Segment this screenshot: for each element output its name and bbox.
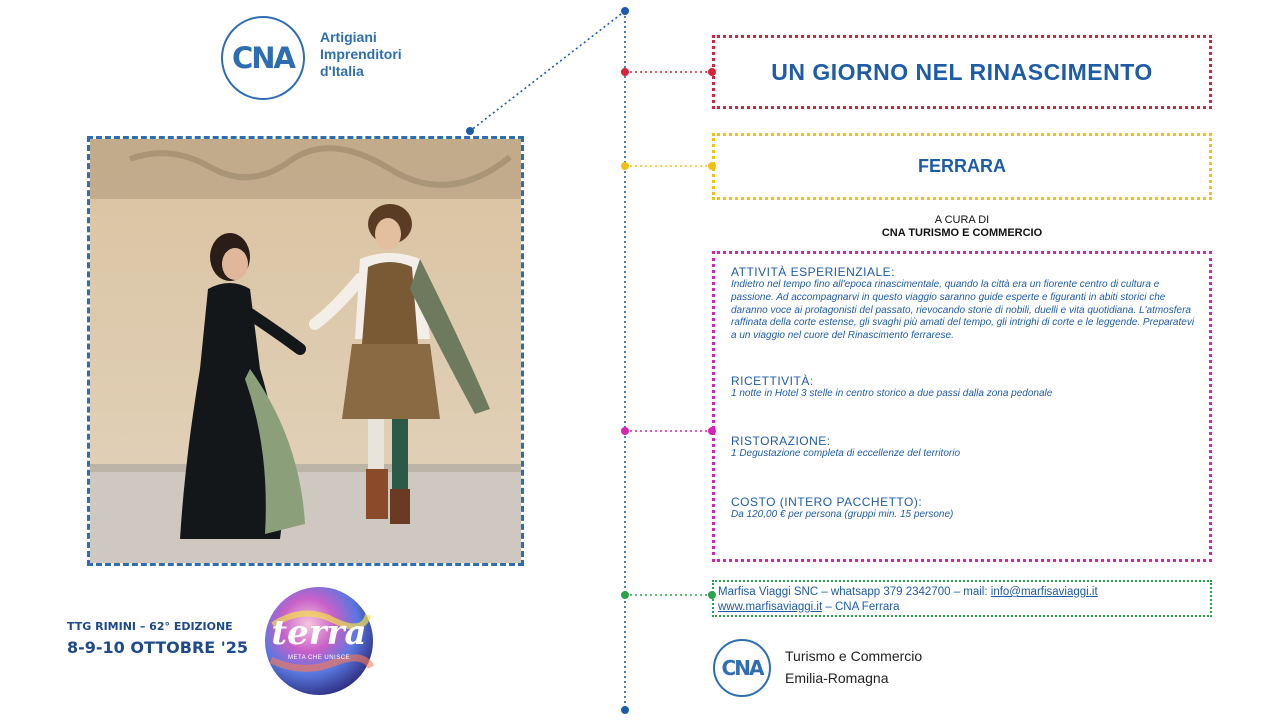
brand-line3: d'Italia [320, 63, 364, 79]
cna-logo [221, 16, 421, 100]
cna-logo-mark-text: CNA [232, 41, 294, 75]
title-box [712, 35, 1212, 109]
contact-prefix: Marfisa Viaggi SNC – whatsapp 379 2342700 – mail: [718, 586, 991, 598]
curated-by-name: CNA TURISMO E COMMERCIO [881, 227, 1043, 239]
section-accommodation [731, 374, 1195, 401]
section-text: 1 notte in Hotel 3 stelle in centro storico a due passi dalla zona pedonale [731, 388, 1053, 399]
section-cost [731, 495, 1195, 522]
cna-turismo-line1: Turismo e Commercio [785, 648, 923, 664]
cna-turismo-mark [713, 639, 771, 697]
contact-info [718, 585, 1208, 615]
terra-word: terra [271, 613, 367, 653]
cna-logo-mark [221, 16, 305, 100]
curated-by [712, 214, 1212, 240]
section-heading: RICETTIVITÀ: [731, 374, 814, 388]
dancers-illustration [90, 139, 524, 566]
curated-by-label: A CURA DI [934, 214, 990, 226]
section-text: Indietro nel tempo fino all'epoca rinascimentale, quando la città era un fiorente centro di cultura e passione. Ad accompagnarvi in questo viaggio saranno guide esperte e figuranti in abiti storici che daranno voce ai protagonisti del passato, rievocando storie di nobili, duelli e vita quotidiana. L'atmosfera raffinata della corte estense, gli svaghi più amati del tempo, gli intrighi di corte e le leggende. Preparatevi a un viaggio nel cuore del Rinascimento ferrarese. [731, 279, 1195, 342]
section-dining [731, 434, 1195, 461]
fair-dates: 8-9-10 OTTOBRE '25 [67, 638, 248, 657]
cna-turismo-line2: Emilia-Romagna [785, 670, 889, 686]
section-heading: ATTIVITÀ ESPERIENZIALE: [731, 265, 895, 279]
terra-tagline: META CHE UNISCE [287, 655, 351, 661]
fair-edition: TTG RIMINI – 62° EDIZIONE [67, 620, 233, 633]
event-title: UN GIORNO NEL RINASCIMENTO [771, 59, 1153, 85]
cna-turismo-logo [713, 639, 973, 699]
section-text: Da 120,00 € per persona (gruppi min. 15 persone) [731, 509, 954, 520]
terra-logo [263, 585, 375, 697]
event-city: FERRARA [918, 156, 1006, 176]
brand-line2: Imprenditori [320, 46, 402, 62]
contact-website-link[interactable]: www.marfisaviaggi.it [718, 601, 823, 613]
section-heading: COSTO (INTERO PACCHETTO): [731, 495, 923, 509]
contact-suffix: – CNA Ferrara [822, 601, 900, 613]
brand-line1: Artigiani [320, 29, 377, 45]
event-photo [87, 136, 524, 566]
section-heading: RISTORAZIONE: [731, 434, 831, 448]
section-text: 1 Degustazione completa di eccellenze del territorio [731, 448, 961, 459]
cna-turismo-mark-text: CNA [721, 656, 763, 680]
section-activity [731, 265, 1195, 343]
contact-email-link[interactable]: info@marfisaviaggi.it [990, 586, 1098, 598]
city-box [712, 133, 1212, 200]
